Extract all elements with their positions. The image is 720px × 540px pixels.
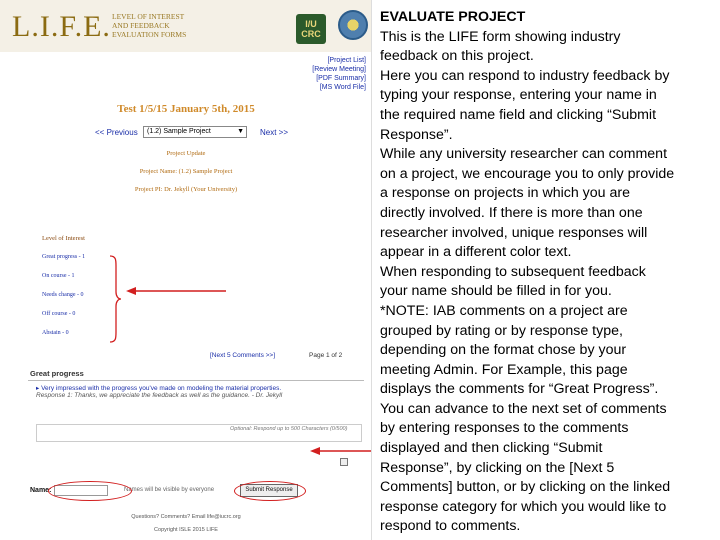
- footer-contact: Questions? Comments? Email life@iucrc.org: [131, 514, 241, 520]
- review-meeting-link[interactable]: [Review Meeting]: [312, 66, 366, 73]
- project-name: Project Name: (1.2) Sample Project: [139, 168, 233, 175]
- comment-category-heading[interactable]: Great progress: [30, 369, 84, 378]
- explanation-panel: [380, 8, 716, 537]
- page-indicator: Page 1 of 2: [309, 352, 343, 359]
- notes-line: by entering responses to the comments: [380, 420, 629, 437]
- optional-note: Optional: Respond up to 500 Characters (0/500): [230, 426, 348, 432]
- previous-link[interactable]: << Previous: [95, 128, 138, 137]
- notes-line: a response on projects in which you are: [380, 185, 630, 202]
- loi-count: 0: [72, 311, 76, 317]
- notes-line: directly involved. If there is more than one: [380, 204, 643, 221]
- response-text: Response 1: Thanks, we appreciate the feedback as well as the guidance. - Dr. Jekyll: [36, 392, 283, 399]
- notes-line: researcher involved, unique responses will: [380, 224, 648, 241]
- notes-line: *NOTE: IAB comments on a project are: [380, 302, 628, 319]
- notes-line: respond to comments.: [380, 518, 521, 535]
- submit-response-button[interactable]: Submit Response: [240, 484, 298, 497]
- brace-annotation: [108, 254, 122, 344]
- notes-line: on a project, we encourage you to only provide: [380, 165, 675, 182]
- notes-line: You can advance to the next set of comments: [380, 400, 667, 417]
- notes-line: Response”, by clicking on the [Next 5: [380, 459, 615, 476]
- banner-subtitle: [112, 12, 186, 39]
- banner-subtitle-line: LEVEL OF INTEREST: [112, 12, 185, 21]
- notes-line: depending on the format chose by your: [380, 342, 627, 359]
- banner-subtitle-line: EVALUATION FORMS: [112, 30, 187, 39]
- notes-line: meeting Admin. For Example, this page: [380, 361, 628, 378]
- project-select[interactable]: [143, 126, 247, 138]
- notes-line: displayed and then clicking “Submit: [380, 440, 603, 457]
- comment-text: ▸ Very impressed with the progress you've made on modeling the material properties.: [36, 385, 282, 392]
- notes-line: the required name field and clicking “Submit: [380, 106, 657, 123]
- chevron-down-icon: ▼: [237, 128, 244, 135]
- loi-label: Great progress: [42, 254, 78, 260]
- loi-label: On course: [42, 273, 67, 279]
- notes-line: your name should be filled in for you.: [380, 283, 612, 300]
- highlight-ellipse-annotation: [234, 481, 306, 501]
- project-update-heading: Project Update: [166, 150, 206, 157]
- notes-line: feedback on this project.: [380, 48, 534, 65]
- loi-count: 0: [65, 330, 69, 336]
- banner-subtitle-line: AND FEEDBACK: [112, 21, 170, 30]
- red-arrow-annotation: [310, 446, 372, 456]
- resize-handle[interactable]: [340, 458, 348, 466]
- notes-line: Here you can respond to industry feedback by: [380, 67, 670, 84]
- name-label: Name:: [30, 487, 52, 494]
- notes-line: While any university researcher can comment: [380, 146, 668, 163]
- footer-copyright: Copyright ISLE 2015 LIFE: [154, 527, 218, 533]
- header-banner: [0, 0, 372, 52]
- meeting-title: Test 1/5/15 January 5th, 2015: [117, 103, 255, 115]
- highlight-ellipse-annotation: [48, 481, 132, 501]
- name-hint: Names will be visible by everyone: [124, 487, 215, 493]
- project-list-link[interactable]: [Project List]: [327, 57, 366, 64]
- loi-label: Needs change: [42, 292, 76, 298]
- loi-item-abstain[interactable]: Abstain - 0: [42, 330, 69, 336]
- notes-line: Response”.: [380, 126, 453, 143]
- comment-body: Very impressed with the progress you've made on modeling the material properties.: [41, 385, 282, 392]
- ms-word-file-link[interactable]: [MS Word File]: [319, 84, 366, 91]
- notes-line: appear in a different color text.: [380, 244, 572, 261]
- loi-item-needs-change[interactable]: Needs change - 0: [42, 292, 84, 298]
- top-links: [286, 56, 366, 92]
- loi-count: 1: [71, 273, 75, 279]
- iucrc-badge: I/U CRC: [296, 14, 326, 44]
- notes-line: This is the LIFE form showing industry: [380, 28, 621, 45]
- pdf-summary-link[interactable]: [PDF Summary]: [316, 75, 366, 82]
- notes-line: When responding to subsequent feedback: [380, 263, 646, 280]
- life-logo: L.I.F.E.: [12, 10, 111, 43]
- nsf-seal-icon: [338, 10, 368, 40]
- loi-item-off-course[interactable]: Off course - 0: [42, 311, 76, 317]
- notes-line: grouped by rating or by response type,: [380, 322, 623, 339]
- next-5-comments-link[interactable]: [Next 5 Comments >>]: [210, 352, 276, 359]
- project-select-value: (1.2) Sample Project: [147, 128, 211, 135]
- loi-label: Off course: [42, 311, 68, 317]
- divider: [28, 380, 364, 381]
- red-arrow-annotation: [126, 286, 226, 296]
- loi-count: 0: [80, 292, 84, 298]
- notes-line: typing your response, entering your name in: [380, 87, 657, 104]
- level-of-interest-title: Level of Interest: [42, 235, 85, 242]
- notes-line: response category for which you would like to: [380, 498, 667, 515]
- project-pi: Project PI: Dr. Jekyll (Your University): [134, 186, 238, 193]
- loi-item-on-course[interactable]: On course - 1: [42, 273, 75, 279]
- notes-line: Comments] button, or by clicking on the linked: [380, 479, 671, 496]
- comment-block: [36, 384, 362, 422]
- next-link[interactable]: Next >>: [260, 128, 289, 137]
- loi-label: Abstain: [42, 330, 61, 336]
- loi-item-great-progress[interactable]: Great progress - 1: [42, 254, 86, 260]
- notes-title: EVALUATE PROJECT: [380, 9, 526, 25]
- loi-count: 1: [82, 254, 86, 260]
- notes-line: displays the comments for “Great Progress”.: [380, 381, 659, 398]
